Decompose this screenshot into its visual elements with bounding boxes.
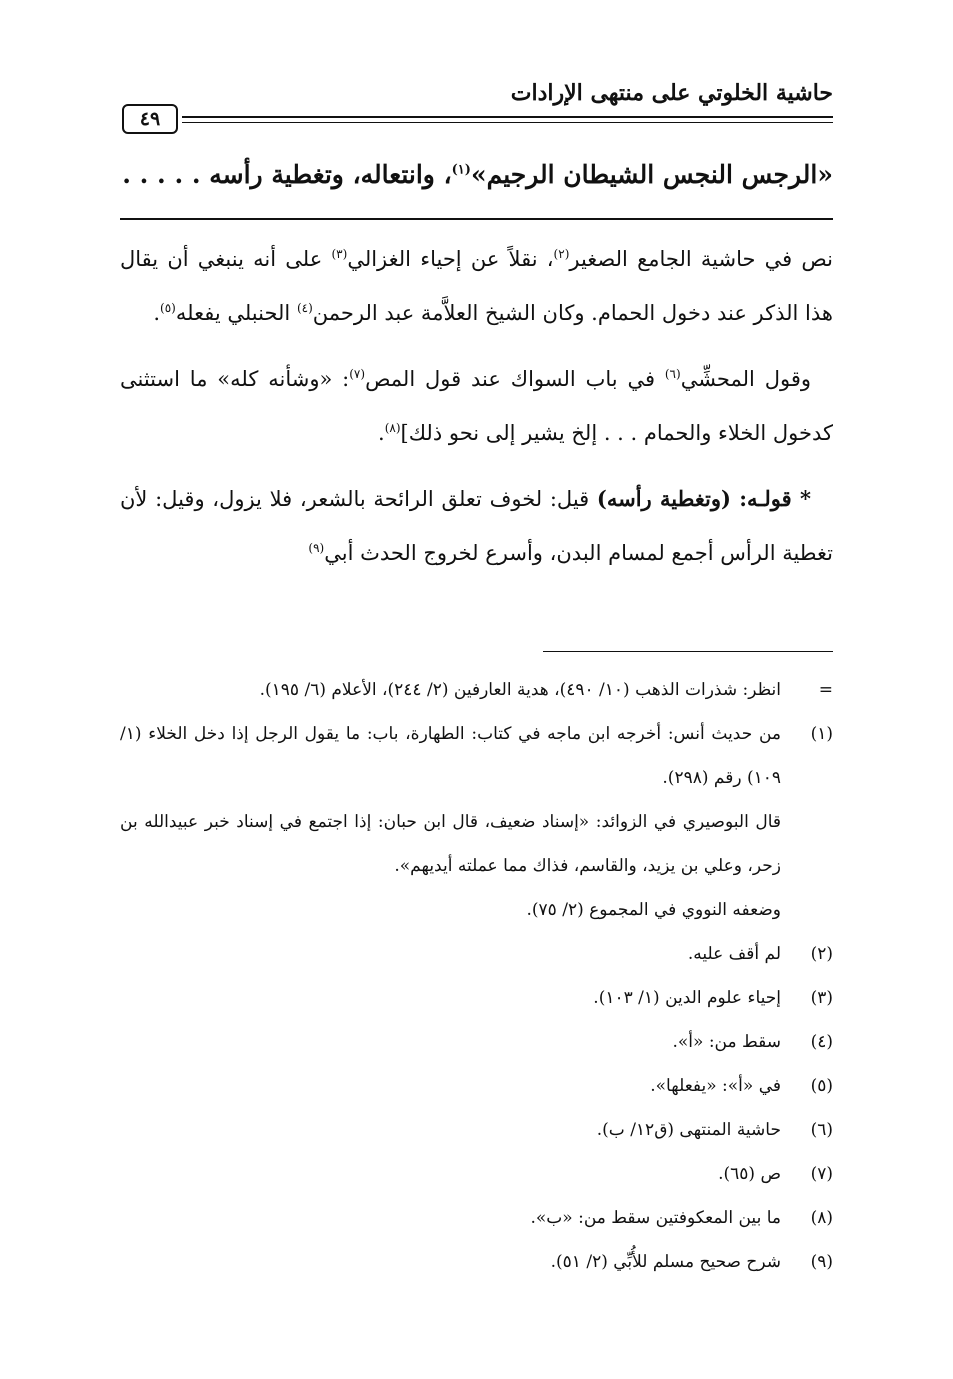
footnote-text: ما بين المعكوفتين سقط من: «ب». (530, 1208, 781, 1228)
footnote-mark: (٩) (810, 1252, 833, 1272)
footnote-mark: (٣) (810, 988, 833, 1008)
footnote-6 (120, 1108, 833, 1152)
footnote-ref-6: (٦) (664, 367, 681, 381)
footnote-text: لم أقف عليه. (687, 944, 781, 964)
footnote-mark: (٨) (810, 1208, 833, 1228)
footnote-ref-9: (٩) (308, 541, 325, 555)
footnote-continuation (120, 668, 833, 712)
header-rule-thick (182, 116, 833, 118)
footnote-text: قال البوصيري في الزوائد: «إسناد ضعيف، قال ابن حبان: إذا اجتمع في إسناد خبر عبيدالله بن زحر، وعلي بن يزيد، والقاسم، فذاك مما عملته أيديهم». (120, 812, 781, 876)
footnotes (120, 668, 833, 1284)
body-text (120, 232, 833, 592)
p1-text-4: الحنبلي يفعله (175, 301, 297, 325)
footnote-ref-3: (٣) (331, 247, 348, 261)
p2-text-1: وقول المحشِّي (680, 367, 811, 391)
footnote-ref-4: (٤) (296, 301, 313, 315)
heading-rule (120, 218, 833, 220)
footnote-9 (120, 1240, 833, 1284)
p2-text-3: : «وشأنه كله» ما استثنى كدخول الخلاء والحمام . . . إلخ يشير إلى نحو ذلك] (120, 367, 833, 445)
header-rule-thin (182, 122, 833, 123)
paragraph-2 (120, 352, 833, 460)
p3-text-1: قيل: لخوف تعلق الرائحة بالشعر، فلا يزول، وقيل: لأن تغطية الرأس أجمع لمسام البدن، وأسرع لخروج الحدث أبي (120, 487, 833, 565)
page-number-box: ٤٩ (122, 104, 178, 134)
footnote-text: ص (٦٥). (718, 1164, 781, 1184)
footnote-text: وضعفه النووي في المجموع (٢/ ٧٥). (526, 900, 781, 920)
footnote-ref-8: (٨) (384, 421, 401, 435)
footnote-mark: = (818, 680, 833, 700)
footnote-ref-7: (٧) (349, 367, 366, 381)
footnote-mark: (٧) (810, 1164, 833, 1184)
footnote-text: من حديث أنس: أخرجه ابن ماجه في كتاب: الطهارة، باب: ما يقول الرجل إذا دخل الخلاء (١/ ١٠٩) رقم (٢٩٨). (120, 724, 781, 788)
footnote-1 (120, 712, 833, 800)
footnote-text: سقط من: «أ». (672, 1032, 781, 1052)
footnote-mark: (٦) (810, 1120, 833, 1140)
footnote-mark: (٢) (810, 944, 833, 964)
lemma-text-a: «الرجس النجس الشيطان الرجيم» (470, 160, 833, 189)
footnote-text: إحياء علوم الدين (١/ ١٠٣). (593, 988, 781, 1008)
footnote-8 (120, 1196, 833, 1240)
p1-text-1: نص في حاشية الجامع الصغير (569, 247, 833, 271)
p1-text-5: . (153, 301, 161, 325)
footnote-3 (120, 976, 833, 1020)
footnote-text: حاشية المنتهى (ق١٢/ ب). (596, 1120, 781, 1140)
p3-lemma: * قولـه: (وتغطية رأسه) (596, 486, 811, 511)
footnote-1-continued-2 (120, 888, 833, 932)
footnote-4 (120, 1020, 833, 1064)
footnote-separator (543, 651, 833, 652)
footnote-mark: (١) (810, 724, 833, 744)
running-header-title: حاشية الخلوتي على منتهى الإرادات (510, 80, 833, 106)
footnote-1-continued (120, 800, 833, 888)
footnote-text: شرح صحيح مسلم للأُبِّي (٢/ ٥١). (550, 1252, 781, 1272)
paragraph-1 (120, 232, 833, 340)
footnote-mark: (٥) (810, 1076, 833, 1096)
p1-text-2: ، نقلاً عن إحياء الغزالي (347, 247, 554, 271)
footnote-7 (120, 1152, 833, 1196)
footnote-ref-2: (٢) (553, 247, 570, 261)
commentary-lemma-heading (120, 160, 833, 189)
footnote-5 (120, 1064, 833, 1108)
p2-text-2: في باب السواك عند قول المص (365, 367, 665, 391)
paragraph-3 (120, 472, 833, 580)
p2-text-4: . (378, 421, 385, 445)
footnote-2 (120, 932, 833, 976)
footnote-mark: (٤) (810, 1032, 833, 1052)
lemma-text-b: ، وانتعاله، وتغطية رأسه . . . . . (122, 160, 452, 189)
footnote-text: في «أ»: «يفعلها». (650, 1076, 781, 1096)
footnote-ref-1: (١) (451, 162, 471, 178)
footnote-text: انظر: شذرات الذهب (١٠/ ٤٩٠)، هدية العارفين (٢/ ٢٤٤)، الأعلام (٦/ ١٩٥). (259, 680, 781, 700)
p1-text-3: على أنه ينبغي أن يقال هذا الذكر عند دخول الحمام. وكان الشيخ العلاَّمة عبد الرحمن (120, 247, 833, 325)
footnote-ref-5: (٥) (160, 301, 176, 315)
